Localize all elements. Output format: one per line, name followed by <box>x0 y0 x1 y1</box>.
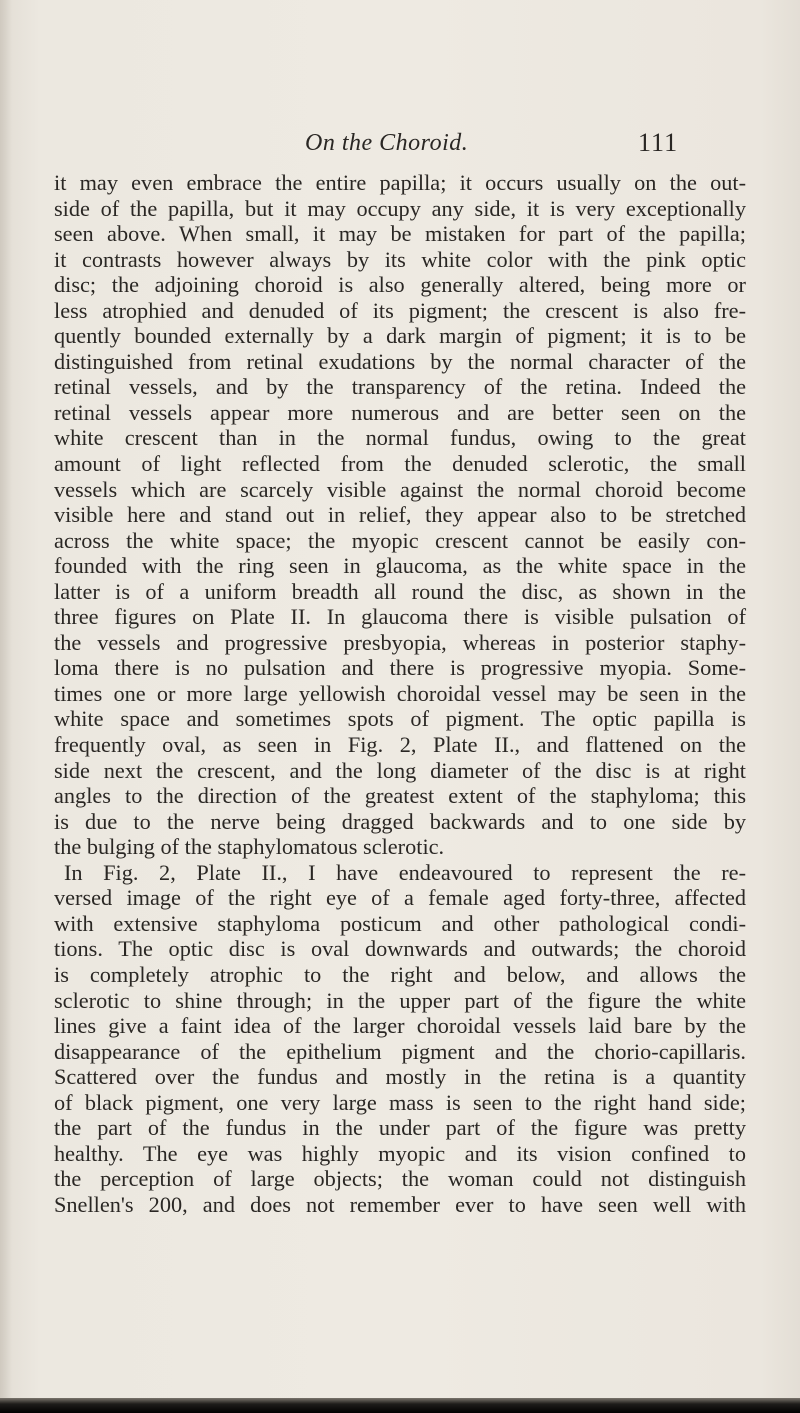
text-line: the bulging of the staphylomatous sclerotic. <box>54 834 445 860</box>
text-line: the vessels and progressive presbyopia, whereas in posterior staphy- <box>54 629 746 655</box>
text-line: with extensive staphyloma posticum and other pathological condi- <box>54 910 746 936</box>
text-line: is due to the nerve being dragged backwards and to one side by <box>54 808 746 834</box>
text-line: vessels which are scarcely visible against the normal choroid become <box>54 476 746 502</box>
text-line: retinal vessels, and by the transparency of the retina. Indeed the <box>54 374 746 400</box>
text-line: visible here and stand out in relief, they appear also to be stretched <box>54 502 746 528</box>
text-line: of black pigment, one very large mass is seen to the right hand side; <box>54 1089 746 1115</box>
text-line: founded with the ring seen in glaucoma, as the white space in the <box>54 553 746 579</box>
text-line: sclerotic to shine through; in the upper part of the figure the white <box>54 987 746 1013</box>
text-line: Snellen's 200, and does not remember ever to have seen well with <box>54 1191 746 1217</box>
text-line: distinguished from retinal exudations by the normal character of the <box>54 348 746 374</box>
text-line: disc; the adjoining choroid is also generally altered, being more or <box>54 272 746 298</box>
text-line: it contrasts however always by its white color with the pink optic <box>54 246 746 272</box>
text-line: across the white space; the myopic crescent cannot be easily con- <box>54 527 746 553</box>
text-line: less atrophied and denuded of its pigment; the crescent is also fre- <box>54 297 746 323</box>
text-line: tions. The optic disc is oval downwards and outwards; the choroid <box>54 936 746 962</box>
text-line: Scattered over the fundus and mostly in the retina is a quantity <box>54 1064 746 1090</box>
text-line: white space and sometimes spots of pigment. The optic papilla is <box>54 706 746 732</box>
text-line: seen above. When small, it may be mistaken for part of the papilla; <box>54 221 746 247</box>
text-line: healthy. The eye was highly myopic and its vision confined to <box>54 1140 746 1166</box>
running-title: On the Choroid. <box>305 130 469 156</box>
text-line: side of the papilla, but it may occupy any side, it is very exceptionally <box>54 195 746 221</box>
text-line: latter is of a uniform breadth all round the disc, as shown in the <box>54 578 746 604</box>
running-head <box>0 128 800 164</box>
text-line: it may even embrace the entire papilla; it occurs usually on the out- <box>54 170 746 195</box>
scan-bottom-edge <box>0 1398 800 1413</box>
text-line: times one or more large yellowish choroidal vessel may be seen in the <box>54 680 746 706</box>
text-line: In Fig. 2, Plate II., I have endeavoured to represent the re- <box>64 859 746 885</box>
text-line: lines give a faint idea of the larger choroidal vessels laid bare by the <box>54 1013 746 1039</box>
text-line: the part of the fundus in the under part of the figure was pretty <box>54 1115 746 1141</box>
text-line: versed image of the right eye of a female aged forty-three, affected <box>54 885 746 911</box>
text-line: disappearance of the epithelium pigment and the chorio-capillaris. <box>54 1038 746 1064</box>
text-line: angles to the direction of the greatest extent of the staphyloma; this <box>54 783 746 809</box>
text-line: the perception of large objects; the woman could not distinguish <box>54 1166 746 1192</box>
text-line: amount of light reflected from the denuded sclerotic, the small <box>54 451 746 477</box>
text-line: side next the crescent, and the long diameter of the disc is at right <box>54 757 746 783</box>
text-line: white crescent than in the normal fundus, owing to the great <box>54 425 746 451</box>
text-line: loma there is no pulsation and there is progressive myopia. Some- <box>54 655 746 681</box>
text-line: three figures on Plate II. In glaucoma there is visible pulsation of <box>54 604 746 630</box>
body-text <box>54 170 746 1217</box>
text-line: frequently oval, as seen in Fig. 2, Plate II., and flattened on the <box>54 732 746 758</box>
text-line: quently bounded externally by a dark margin of pigment; it is to be <box>54 323 746 349</box>
text-line: retinal vessels appear more numerous and are better seen on the <box>54 399 746 425</box>
text-line: is completely atrophic to the right and below, and allows the <box>54 961 746 987</box>
page-number: 111 <box>638 128 679 157</box>
gutter-shadow <box>0 0 12 1413</box>
